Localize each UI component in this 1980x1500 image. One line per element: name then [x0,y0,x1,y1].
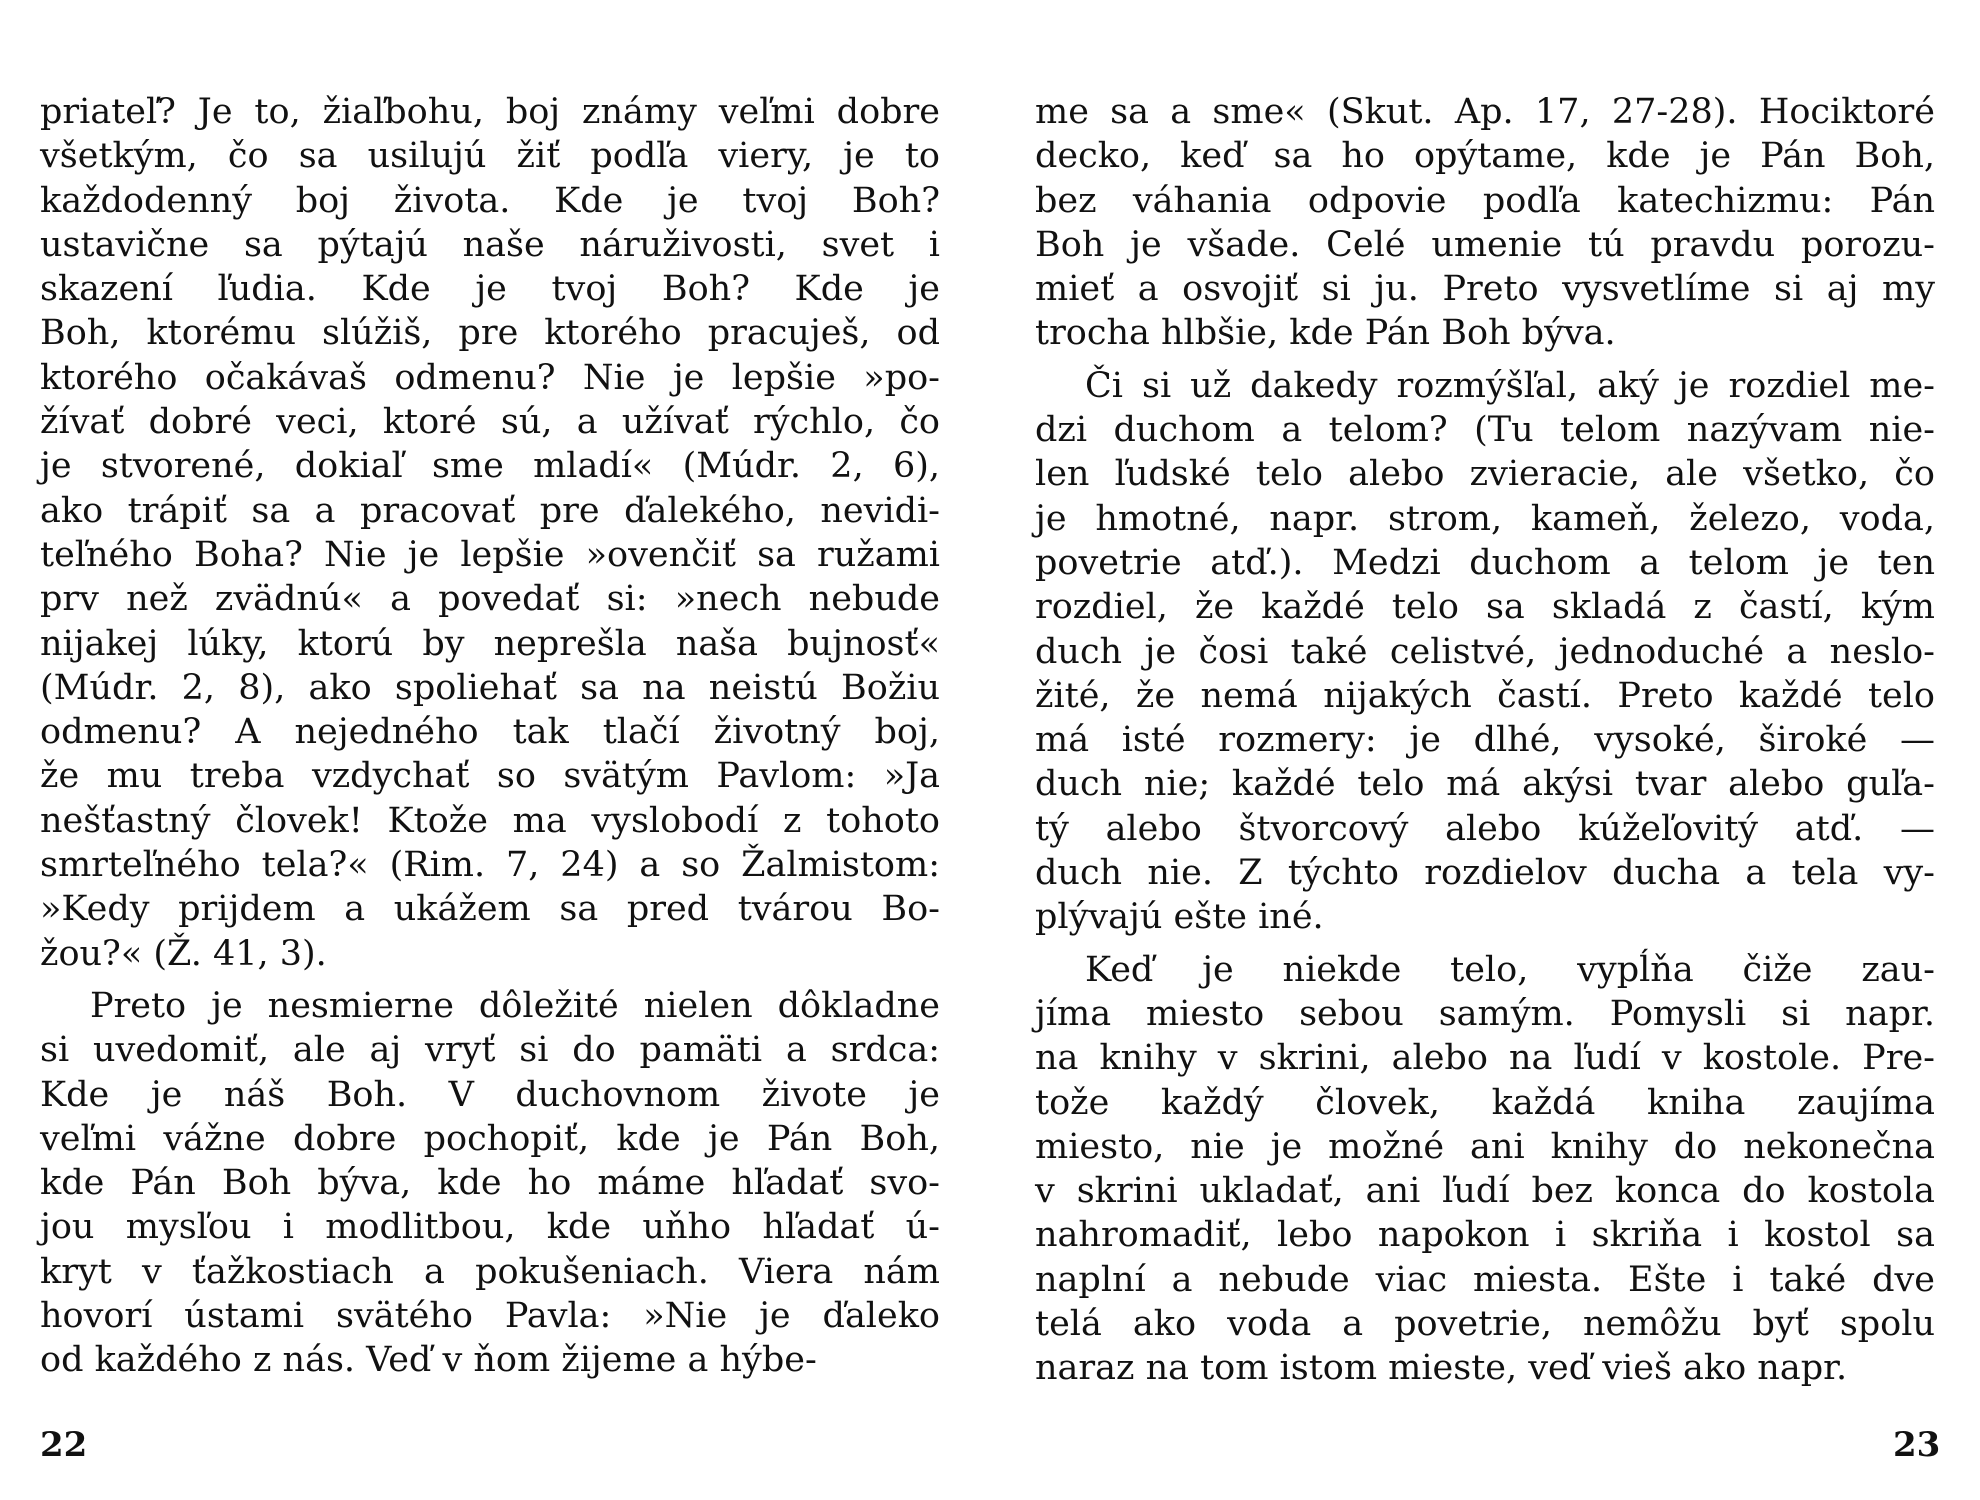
text-line: miesto, nie je možné ani knihy do nekonečna [1035,1126,1935,1167]
text-line: ktorého očakávaš odmenu? Nie je lepšie »po- [40,357,940,398]
text-line: len ľudské telo alebo zvieracie, ale všetko, čo [1035,454,1935,495]
text-line: Boh je všade. Celé umenie tú pravdu porozu- [1035,224,1935,265]
text-line: ako trápiť sa a pracovať pre ďalekého, nevidi- [40,490,940,531]
text-line: kryt v ťažkostiach a pokušeniach. Viera nám [40,1251,940,1292]
text-line: rozdiel, že každé telo sa skladá z častí, kým [1035,587,1935,628]
text-line: v skrini ukladať, ani ľudí bez konca do kostola [1035,1171,1935,1212]
paragraph-gap [40,976,940,984]
text-line: je stvorené, dokiaľ sme mladí« (Múdr. 2, 6), [40,446,940,487]
left-page-number: 22 [40,1425,88,1465]
text-line: priateľ? Je to, žiaľbohu, boj známy veľmi dobre [40,92,940,132]
text-line: je hmotné, napr. strom, kameň, železo, voda, [1035,498,1935,539]
text-line: si uvedomiť, ale aj vryť si do pamäti a srdca: [40,1030,940,1071]
text-line: že mu treba vzdychať so svätým Pavlom: »Ja [40,756,940,797]
text-line: nahromadiť, lebo napokon i skriňa i kostol sa [1035,1215,1935,1256]
text-line: decko, keď sa ho opýtame, kde je Pán Boh, [1035,136,1935,177]
text-line: od každého z nás. Veď v ňom žijeme a hýbe- [40,1340,817,1381]
text-line: veľmi vážne dobre pochopiť, kde je Pán Boh, [40,1118,940,1159]
text-line: skazení ľudia. Kde je tvoj Boh? Kde je [40,269,940,310]
text-line: povetrie atď.). Medzi duchom a telom je ten [1035,542,1935,583]
text-line: Keď je niekde telo, vypĺňa čiže zau- [1085,949,1935,990]
text-line: nijakej lúky, ktorú by neprešla naša bujnosť« [40,623,940,664]
text-line: jíma miesto sebou samým. Pomysli si napr. [1035,993,1935,1034]
paragraph [1035,90,1935,356]
text-line: nešťastný človek! Ktože ma vyslobodí z tohoto [40,800,940,841]
text-line: prv než zvädnú« a povedať si: »nech nebude [40,579,940,620]
text-line: hovorí ústami svätého Pavla: »Nie je ďaleko [40,1296,940,1337]
text-line: každodenný boj života. Kde je tvoj Boh? [40,180,940,221]
text-line: bez váhania odpovie podľa katechizmu: Pán [1035,180,1935,221]
text-line: dzi duchom a telom? (Tu telom nazývam nie- [1035,410,1935,451]
text-line: žou?« (Ž. 41, 3). [40,933,327,974]
text-line: Kde je náš Boh. V duchovnom živote je [40,1074,940,1115]
paragraph-gap [1035,356,1935,364]
text-line: Boh, ktorému slúžiš, pre ktorého pracuješ, od [40,313,940,354]
text-line: duch nie; každé telo má akýsi tvar alebo guľa- [1035,764,1935,805]
text-line: ustavične sa pýtajú naše náruživosti, svet i [40,224,940,265]
paragraph [1035,364,1935,940]
text-line: smrteľného tela?« (Rim. 7, 24) a so Žalmistom: [40,845,940,886]
right-page-body [1035,90,1935,1391]
text-line: tý alebo štvorcový alebo kúžeľovitý atď. — [1035,808,1935,849]
paragraph [40,90,940,976]
text-line: kde Pán Boh býva, kde ho máme hľadať svo- [40,1163,940,1204]
text-line: naplní a nebude viac miesta. Ešte i také dve [1035,1259,1935,1300]
text-line: (Múdr. 2, 8), ako spoliehať sa na neistú Božiu [40,667,940,708]
text-line: má isté rozmery: je dlhé, vysoké, široké — [1035,720,1935,761]
text-line: duch je čosi také celistvé, jednoduché a neslo- [1035,631,1935,672]
paragraph [40,984,940,1383]
text-line: odmenu? A nejedného tak tlačí životný boj, [40,712,940,753]
text-line: všetkým, čo sa usilujú žiť podľa viery, je to [40,136,940,177]
text-line: duch nie. Z týchto rozdielov ducha a tela vy- [1035,853,1935,894]
text-line: na knihy v skrini, alebo na ľudí v kostole. Pre- [1035,1038,1935,1079]
text-line: žité, že nemá nijakých častí. Preto každé telo [1035,675,1935,716]
paragraph [1035,948,1935,1391]
text-line: trocha hlbšie, kde Pán Boh býva. [1035,313,1616,354]
text-line: naraz na tom istom mieste, veď vieš ako napr. [1035,1348,1848,1389]
text-line: jou mysľou i modlitbou, kde uňho hľadať ú- [40,1207,940,1248]
text-line: me sa a sme« (Skut. Ap. 17, 27-28). Hociktoré [1035,92,1935,132]
text-line: plývajú ešte iné. [1035,897,1324,938]
text-line: »Kedy prijdem a ukážem sa pred tvárou Bo- [40,889,940,930]
left-page-body [40,90,940,1383]
text-line: žívať dobré veci, ktoré sú, a užívať rýchlo, čo [40,402,940,443]
right-page-number: 23 [1893,1425,1941,1465]
text-line: teľného Boha? Nie je lepšie »ovenčiť sa ružami [40,534,940,575]
text-line: telá ako voda a povetrie, nemôžu byť spolu [1035,1304,1935,1345]
text-line: Preto je nesmierne dôležité nielen dôkladne [90,985,940,1026]
text-line: tože každý človek, každá kniha zaujíma [1035,1082,1935,1123]
paragraph-gap [1035,940,1935,948]
text-line: mieť a osvojiť si ju. Preto vysvetlíme si aj my [1035,269,1935,310]
text-line: Či si už dakedy rozmýšľal, aký je rozdiel me- [1085,365,1935,406]
